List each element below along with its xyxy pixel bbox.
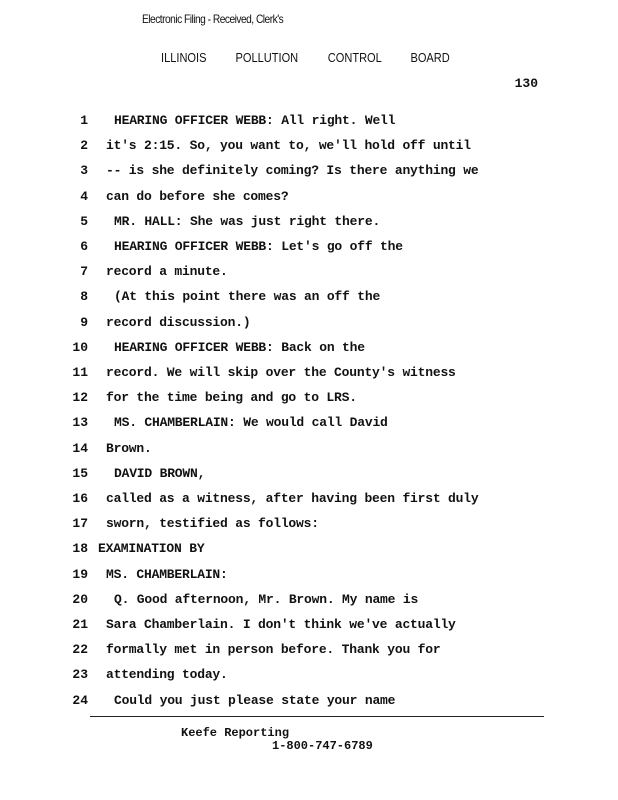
line-text: for the time being and go to LRS. xyxy=(106,390,357,406)
line-number: 8 xyxy=(80,289,88,305)
line-number: 22 xyxy=(72,642,88,658)
line-number: 17 xyxy=(72,516,88,532)
header-word: POLLUTION xyxy=(235,50,299,65)
line-text: record a minute. xyxy=(106,264,228,280)
line-text: can do before she comes? xyxy=(106,188,289,204)
line-text: -- is she definitely coming? Is there anything we xyxy=(106,163,479,179)
line-number: 7 xyxy=(80,264,88,280)
line-text: attending today. xyxy=(106,667,228,683)
line-text: Sara Chamberlain. I don't think we've actually xyxy=(106,617,456,632)
header-word: BOARD xyxy=(410,50,450,65)
line-text: MS. CHAMBERLAIN: xyxy=(106,566,228,582)
line-number: 21 xyxy=(72,617,88,632)
line-text: MS. CHAMBERLAIN: We would call David xyxy=(114,415,388,431)
footer-divider xyxy=(90,716,544,717)
header-word: CONTROL xyxy=(328,50,383,65)
line-number: 13 xyxy=(72,415,88,431)
line-number: 15 xyxy=(72,465,88,481)
page-header xyxy=(0,50,618,65)
line-number: 16 xyxy=(72,491,88,506)
line-number: 10 xyxy=(72,339,88,355)
line-number: 24 xyxy=(72,692,88,708)
footer-phone: 1-800-747-6789 xyxy=(272,739,373,753)
line-text: it's 2:15. So, you want to, we'll hold off until xyxy=(106,138,471,154)
page-number: 130 xyxy=(514,76,538,91)
line-number: 20 xyxy=(72,591,88,607)
line-text: called as a witness, after having been first duly xyxy=(106,491,479,506)
line-text: MR. HALL: She was just right there. xyxy=(114,213,381,229)
line-number: 23 xyxy=(72,667,88,683)
line-text: DAVID BROWN, xyxy=(114,465,206,481)
line-text: HEARING OFFICER WEBB: Back on the xyxy=(114,339,365,355)
line-text: (At this point there was an off the xyxy=(114,289,381,305)
line-text: HEARING OFFICER WEBB: Let's go off the xyxy=(114,239,403,254)
line-text: sworn, testified as follows: xyxy=(106,516,319,532)
header-word: ILLINOIS xyxy=(161,50,207,65)
line-number: 2 xyxy=(80,138,88,154)
line-number: 3 xyxy=(80,163,88,179)
line-number: 11 xyxy=(72,365,88,380)
line-number: 5 xyxy=(80,213,88,229)
line-number: 18 xyxy=(72,541,88,557)
line-number: 1 xyxy=(80,113,88,128)
footer-company: Keefe Reporting xyxy=(181,726,290,740)
line-text: record. We will skip over the County's witness xyxy=(106,365,456,380)
line-text: Could you just please state your name xyxy=(114,692,396,708)
line-text: HEARING OFFICER WEBB: All right. Well xyxy=(114,113,396,128)
line-text: EXAMINATION BY xyxy=(98,541,205,557)
filing-stamp: Electronic Filing - Received, Clerk's xyxy=(142,12,284,26)
line-number: 9 xyxy=(80,314,88,330)
line-number: 19 xyxy=(72,566,88,582)
line-text: Q. Good afternoon, Mr. Brown. My name is xyxy=(114,591,419,607)
line-number: 14 xyxy=(72,440,88,456)
line-text: Brown. xyxy=(106,440,152,456)
line-number: 6 xyxy=(80,239,88,254)
line-number: 4 xyxy=(80,188,88,204)
line-text: formally met in person before. Thank you for xyxy=(106,642,441,658)
line-text: record discussion.) xyxy=(106,314,251,330)
line-number: 12 xyxy=(72,390,88,406)
